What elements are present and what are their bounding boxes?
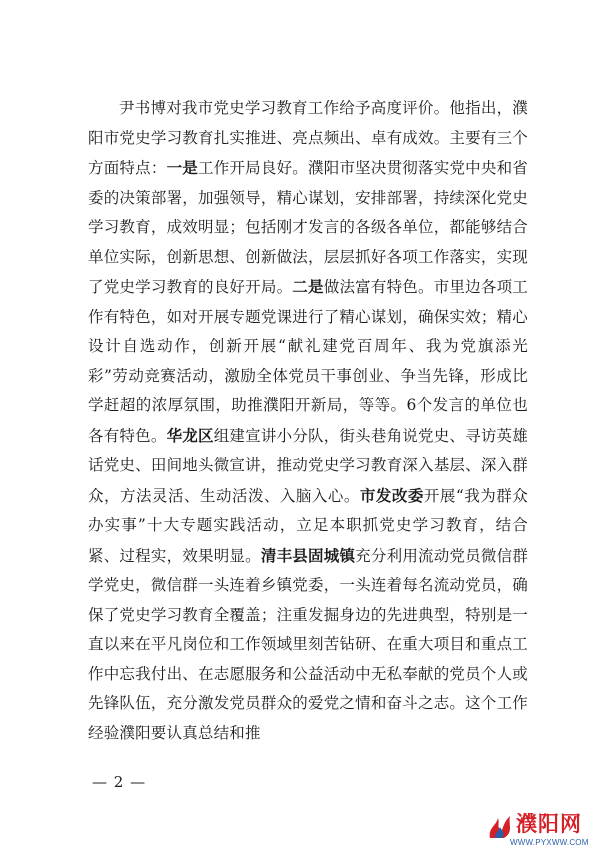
bold-unit-fagaiwei: 市发改委 — [359, 485, 424, 505]
watermark-url: WWW.PYXWW.COM — [510, 838, 589, 847]
bold-unit-hualong: 华龙区 — [166, 425, 214, 445]
bold-unit-guchengzhen: 清丰县固城镇 — [260, 545, 356, 565]
text-segment: 做法富有特色。市里边各项工作有特色，如对开展专题党课进行了精心谋划，确保实效；精心设计自选动作，创新开展“献礼建党百周年、我为党旗添光彩”劳动竞赛活动，激励全体党员干事创业、争当先锋，形成比学赶超的浓厚氛围，助推濮阳开新局，等等。6个发言的单位也各有特色。 — [88, 278, 529, 445]
watermark-title: 濮阳网 — [516, 812, 582, 836]
bold-marker-first: 一是 — [166, 158, 199, 177]
bold-marker-second: 二是 — [292, 277, 324, 296]
text-segment: 充分利用流动党员微信群学党史，微信群一头连着乡镇党委，一头连着每名流动党员，确保了党史学习教育全覆盖；注重发掘身边的先进典型，特别是一直以来在平凡岗位和工作领域里刻苦钻研、在重大项目和重点工作中忘我付出、在志愿服务和公益活动中无私奉献的党员个人或先锋队伍，充分激发党员群众的爱党之情和奋斗之志。这个工作经验濮阳要认真总结和推 — [88, 546, 529, 742]
body-paragraph — [88, 94, 528, 748]
page-number: — 2 — — [92, 773, 147, 791]
text-segment: 尹书博对我市党史学习教育工作给予高度评价。他指出，濮阳市党史学习教育扎实推进、亮点频出、卓有成效。主要有三个方面特点： — [88, 99, 528, 177]
site-watermark — [486, 802, 596, 856]
document-body — [88, 94, 528, 748]
flame-logo-icon — [486, 810, 514, 840]
text-segment: 工作开局良好。濮阳市坚决贯彻落实党中央和省委的决策部署，加强领导，精心谋划，安排部署，持续深化党史学习教育，成效明显；包括刚才发言的各级各单位，都能够结合单位实际，创新思想、创新做法，层层抓好各项工作落实，实现了党史学习教育的良好开局。 — [88, 159, 528, 296]
text-segment: 开展“我为群众办实事”十大专题实践活动，立足本职抓党史学习教育，结合紧、过程实，效果明显。 — [88, 486, 528, 565]
text-segment: 组建宣讲小分队，街头巷角说党史、寻访英雄话党史、田间地头微宣讲，推动党史学习教育深入基层、深入群众，方法灵活、生动活泼、入脑入心。 — [88, 426, 528, 505]
